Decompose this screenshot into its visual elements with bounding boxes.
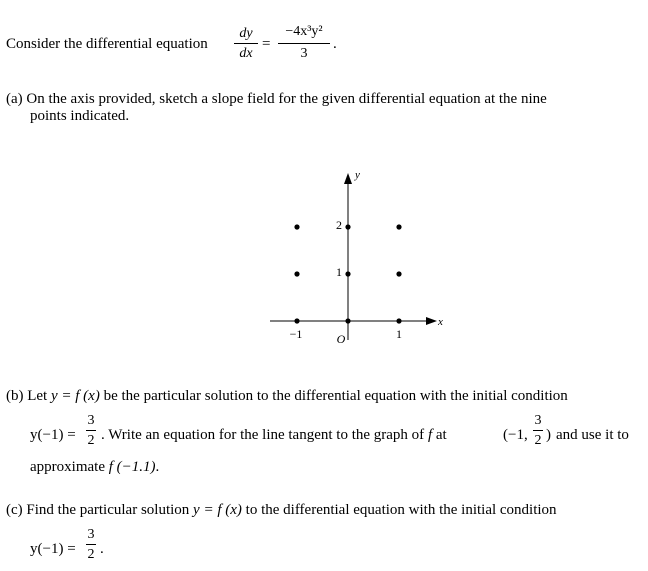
- fraction-bar: [278, 43, 330, 44]
- point-close: ): [546, 427, 551, 443]
- part-a-line1: (a) On the axis provided, sketch a slope field for the given differential equation at the nine: [6, 91, 547, 107]
- point-numerator: 3: [534, 413, 542, 428]
- part-b-text: be the particular solution to the differential equation with the initial condition: [103, 388, 568, 404]
- origin-label: O: [336, 332, 346, 346]
- slope-point: [396, 271, 401, 276]
- part-b-approx: f (−1.1): [108, 459, 156, 475]
- part-b-line3: [30, 458, 159, 476]
- slope-point: [294, 271, 299, 276]
- part-b-text: . Write an equation for the line tangent to the graph of: [101, 427, 425, 443]
- intro-text: Consider the differential equation: [6, 36, 208, 52]
- y-axis-arrow: [344, 173, 352, 184]
- part-c-period: .: [100, 541, 104, 557]
- rhs-numerator: −4x³y²: [285, 24, 323, 39]
- part-b-at: at: [435, 427, 447, 443]
- condition-numerator: 3: [87, 527, 95, 542]
- part-b-function: y = f (x): [50, 388, 100, 404]
- part-c-condition-lhs: y(−1) =: [30, 541, 76, 557]
- part-b-line2: [101, 426, 447, 444]
- rhs-denominator: 3: [300, 46, 308, 61]
- point-denominator: 2: [534, 433, 542, 448]
- intro-period: .: [333, 36, 337, 52]
- dx-denominator: dx: [239, 46, 253, 61]
- y-tick-label: 2: [336, 218, 342, 232]
- x-axis-label: x: [438, 316, 443, 328]
- slope-point: [294, 318, 299, 323]
- slope-point: [345, 271, 350, 276]
- x-axis-arrow: [426, 317, 437, 325]
- y-tick-label: 1: [336, 265, 342, 279]
- condition-numerator: 3: [87, 413, 95, 428]
- slope-point: [345, 224, 350, 229]
- part-b-label: (b) Let: [6, 388, 48, 404]
- part-b-condition-lhs: y(−1) =: [30, 427, 76, 443]
- slope-point: [396, 318, 401, 323]
- part-b-period: .: [155, 459, 160, 475]
- fraction-bar: [86, 430, 96, 431]
- equals-sign: =: [262, 36, 271, 52]
- part-c-text: to the differential equation with the initial condition: [245, 502, 557, 518]
- slope-point: [294, 224, 299, 229]
- part-b-lead: [6, 387, 568, 405]
- fraction-bar: [533, 430, 543, 431]
- part-b-text: approximate: [30, 459, 105, 475]
- part-c-lead: [6, 501, 557, 519]
- part-b-f: f: [427, 427, 433, 443]
- condition-denominator: 2: [87, 547, 95, 562]
- part-b-text: and use it to: [556, 427, 629, 443]
- x-tick-label: 1: [396, 327, 402, 341]
- part-a-line2: points indicated.: [30, 108, 130, 124]
- slope-point: [345, 318, 350, 323]
- x-tick-label: −1: [289, 327, 303, 341]
- slope-point: [396, 224, 401, 229]
- condition-denominator: 2: [87, 433, 95, 448]
- point-open: (−1,: [503, 427, 528, 443]
- part-c-label: (c) Find the particular solution: [6, 502, 190, 518]
- part-c-function: y = f (x): [193, 502, 242, 518]
- fraction-bar: [86, 544, 96, 545]
- dy-numerator: dy: [239, 26, 253, 41]
- fraction-bar: [234, 43, 258, 44]
- y-axis-label: y: [355, 169, 360, 181]
